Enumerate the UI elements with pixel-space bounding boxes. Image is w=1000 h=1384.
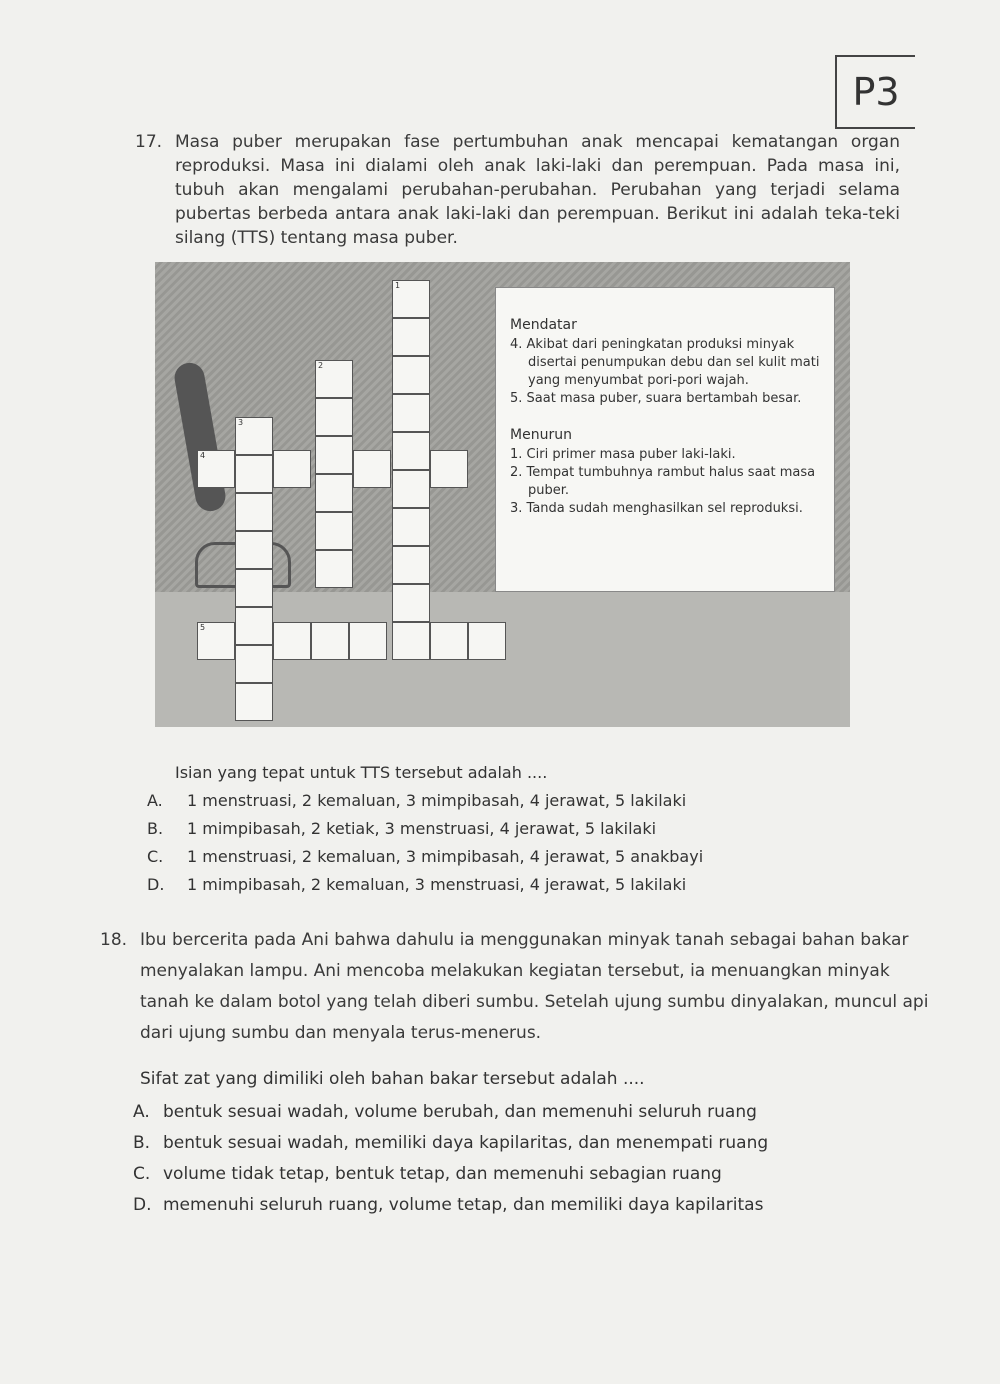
answer-option-b[interactable]: [133, 1131, 768, 1155]
answer-option-a[interactable]: [147, 790, 686, 812]
down-clue: 2. Tempat tumbuhnya rambut halus saat masa puber.: [510, 465, 816, 498]
crossword-cell: [235, 569, 273, 607]
option-letter: D.: [133, 1195, 152, 1215]
crossword-cell: [392, 356, 430, 394]
crossword-cell: [197, 450, 235, 488]
option-letter: B.: [133, 1133, 151, 1153]
option-letter: C.: [147, 847, 164, 866]
crossword-cell: [392, 584, 430, 622]
crossword-cell: [315, 360, 353, 398]
down-clue: 1. Ciri primer masa puber laki-laki.: [510, 447, 736, 462]
grid-number: 5: [200, 623, 206, 632]
crossword-cell: [235, 493, 273, 531]
option-letter: C.: [133, 1164, 151, 1184]
crossword-cell: [392, 622, 430, 660]
crossword-cell: [392, 318, 430, 356]
crossword-cell: [235, 455, 273, 493]
crossword-cell: [392, 546, 430, 584]
grid-number: 1: [395, 281, 401, 290]
grid-number: 4: [200, 451, 206, 460]
crossword-cell: [349, 622, 387, 660]
crossword-cell: [235, 531, 273, 569]
option-text: 1 menstruasi, 2 kemaluan, 3 mimpibasah, 4 jerawat, 5 lakilaki: [187, 791, 687, 810]
crossword-cell: [235, 607, 273, 645]
crossword-cell: [273, 622, 311, 660]
answer-option-d[interactable]: [147, 874, 686, 896]
option-letter: B.: [147, 819, 164, 838]
question-number: 18.: [100, 930, 128, 950]
question-text: Masa puber merupakan fase pertumbuhan anak mencapai kematangan organ reproduksi. Masa ini dialami oleh anak laki-laki dan perempuan. Pada masa ini, tubuh akan mengalami perubahan-perubahan. Perubahan yang terjadi selama pubertas berbeda antara anak laki-laki dan perempuan. Berikut ini adalah teka-teki silang (TTS) tentang masa puber.: [175, 132, 900, 248]
crossword-cell: [315, 436, 353, 474]
down-clue: 3. Tanda sudah menghasilkan sel reproduksi.: [510, 501, 803, 516]
across-title: Mendatar: [510, 317, 577, 333]
question-17-prompt: Isian yang tepat untuk TTS tersebut adalah ....: [175, 763, 548, 782]
page-code: P3: [852, 70, 900, 114]
crossword-cell: [197, 622, 235, 660]
crossword-cell: [392, 432, 430, 470]
question-number: 17.: [135, 132, 163, 152]
question-17: [135, 130, 900, 250]
option-text: volume tidak tetap, bentuk tetap, dan memenuhi sebagian ruang: [163, 1164, 722, 1184]
crossword-cell: [392, 470, 430, 508]
crossword-cell: [353, 450, 391, 488]
question-text: Ibu bercerita pada Ani bahwa dahulu ia menggunakan minyak tanah sebagai bahan bakar menyalakan lampu. Ani mencoba melakukan kegiatan tersebut, ia menuangkan minyak tanah ke dalam botol yang telah diberi sumbu. Setelah ujung sumbu dinyalakan, muncul api dari ujung sumbu dan menyala terus-menerus.: [140, 930, 929, 1043]
crossword-cell: [235, 645, 273, 683]
crossword-cell: [392, 508, 430, 546]
answer-option-a[interactable]: [133, 1100, 757, 1124]
crossword-cell: [235, 683, 273, 721]
answer-option-c[interactable]: [133, 1162, 722, 1186]
crossword-cell: [468, 622, 506, 660]
crossword-cell: [392, 280, 430, 318]
option-text: bentuk sesuai wadah, memiliki daya kapilaritas, dan menempati ruang: [163, 1133, 769, 1153]
crossword-puzzle: [155, 262, 850, 727]
crossword-cell: [315, 550, 353, 588]
option-text: memenuhi seluruh ruang, volume tetap, dan memiliki daya kapilaritas: [163, 1195, 764, 1215]
answer-option-d[interactable]: [133, 1193, 763, 1217]
option-letter: A.: [133, 1102, 150, 1122]
crossword-cell: [235, 417, 273, 455]
down-title: Menurun: [510, 427, 572, 443]
option-text: 1 menstruasi, 2 kemaluan, 3 mimpibasah, 4 jerawat, 5 anakbayi: [187, 847, 704, 866]
crossword-cell: [311, 622, 349, 660]
option-text: 1 mimpibasah, 2 ketiak, 3 menstruasi, 4 jerawat, 5 lakilaki: [187, 819, 657, 838]
across-clue: 5. Saat masa puber, suara bertambah besar.: [510, 391, 802, 406]
crossword-cell: [315, 398, 353, 436]
crossword-cell: [315, 474, 353, 512]
option-letter: D.: [147, 875, 165, 894]
crossword-cell: [392, 394, 430, 432]
crossword-cell: [315, 512, 353, 550]
answer-option-c[interactable]: [147, 846, 703, 868]
question-18: [100, 925, 930, 1049]
across-clue: 4. Akibat dari peningkatan produksi minyak disertai penumpukan debu dan sel kulit mati yang menyumbat pori-pori wajah.: [510, 337, 820, 388]
option-text: bentuk sesuai wadah, volume berubah, dan memenuhi seluruh ruang: [163, 1102, 757, 1122]
crossword-cell: [430, 450, 468, 488]
crossword-clues: [495, 287, 835, 592]
option-text: 1 mimpibasah, 2 kemaluan, 3 menstruasi, 4 jerawat, 5 lakilaki: [187, 875, 687, 894]
grid-number: 2: [318, 361, 324, 370]
page-code-box: [835, 55, 915, 129]
crossword-cell: [430, 622, 468, 660]
option-letter: A.: [147, 791, 163, 810]
crossword-cell: [273, 450, 311, 488]
grid-number: 3: [238, 418, 244, 427]
question-18-prompt: Sifat zat yang dimiliki oleh bahan bakar tersebut adalah ....: [140, 1069, 645, 1089]
answer-option-b[interactable]: [147, 818, 656, 840]
